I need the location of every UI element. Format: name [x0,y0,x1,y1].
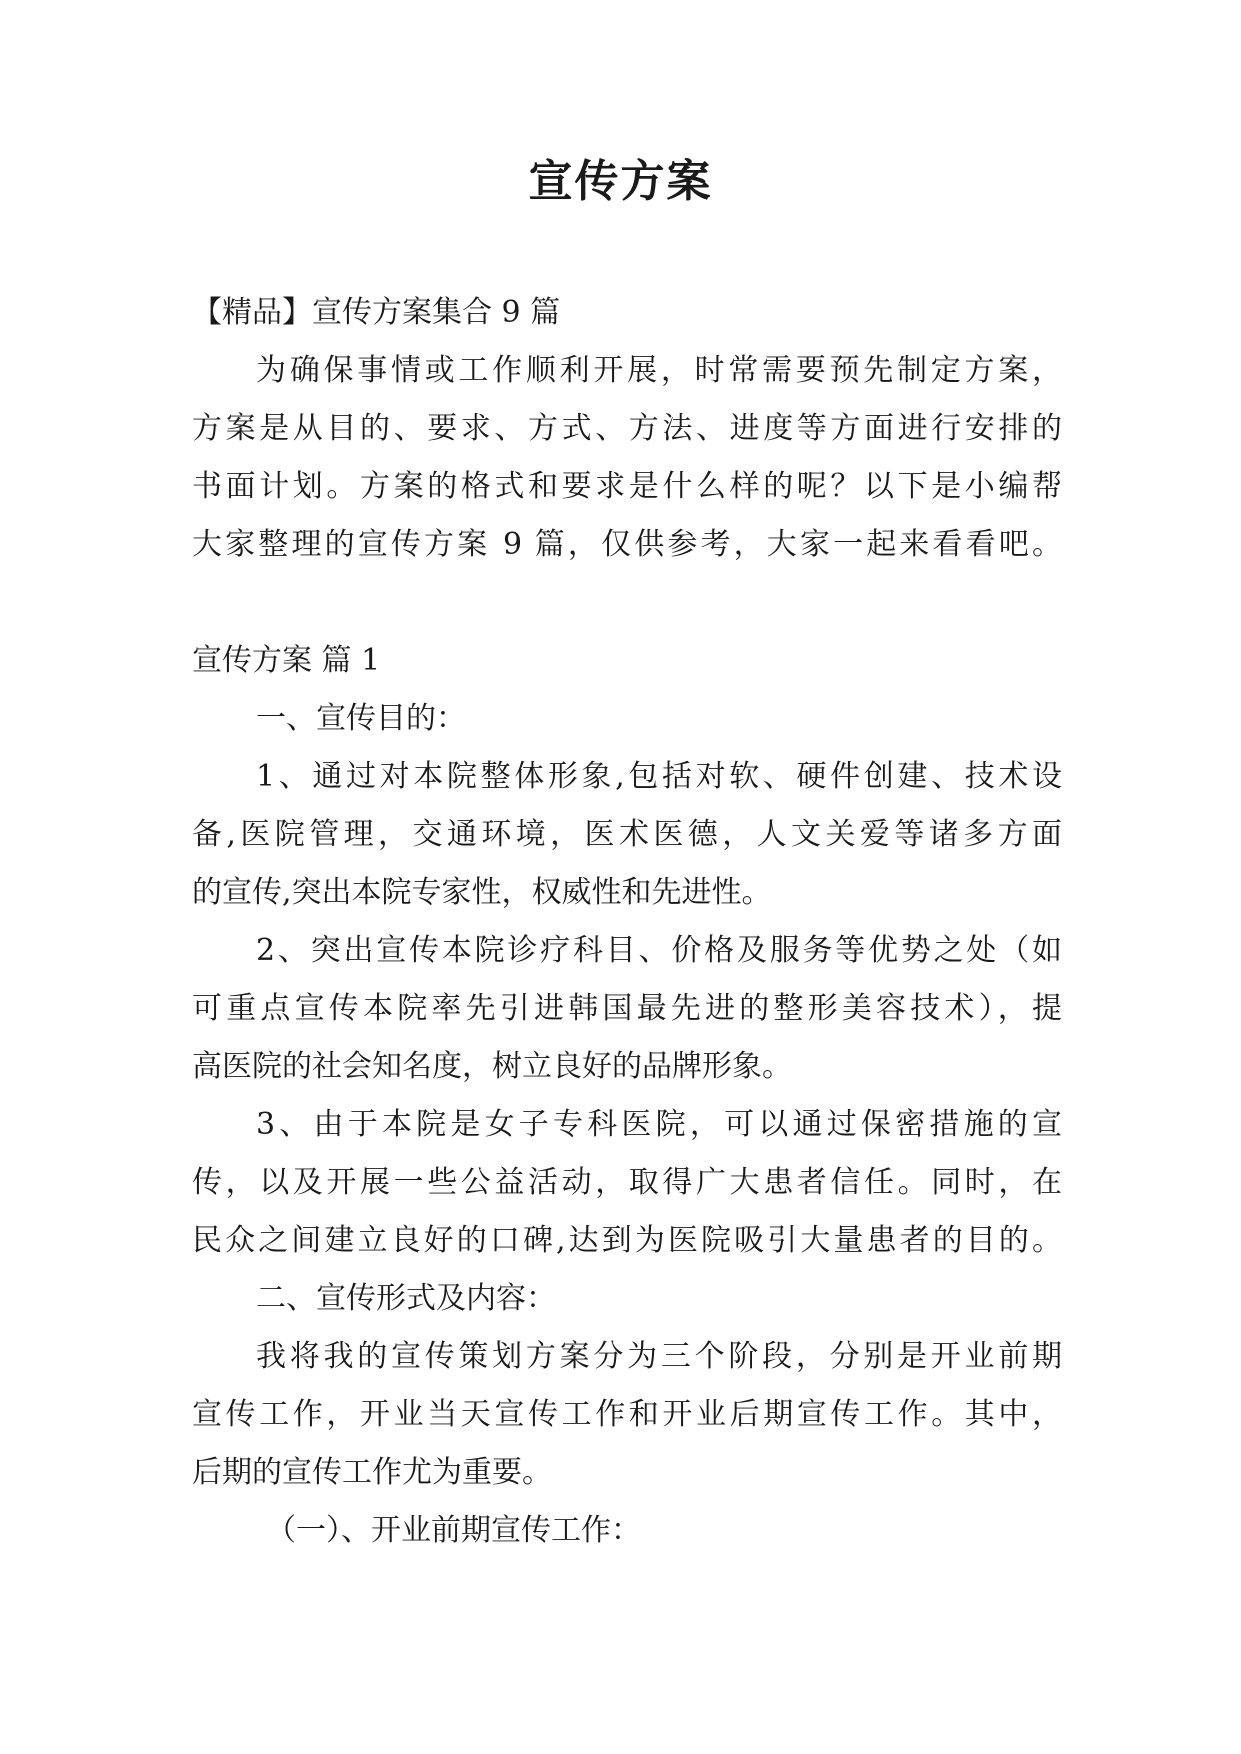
item-2-line: 可重点宣传本院率先引进韩国最先进的整形美容技术），提 [192,991,1062,1026]
heading-purpose: 一、宣传目的： [256,701,466,736]
item-3-line: 3、由于本院是女子专科医院，可以通过保密措施的宣 [256,1107,1062,1142]
intro-line: 大家整理的宣传方案 9 篇，仅供参考，大家一起来看看吧。 [192,527,1062,562]
document-title: 宣传方案 [528,156,713,207]
item-1-line: 的宣传,突出本院专家性，权威性和先进性。 [192,875,772,910]
item-2-line: 高医院的社会知名度，树立良好的品牌形象。 [192,1049,792,1084]
section-heading: 宣传方案 篇 1 [192,643,381,678]
paragraph-line: 我将我的宣传策划方案分为三个阶段，分别是开业前期 [256,1339,1062,1374]
item-1-line: 备,医院管理，交通环境，医术医德，人文关爱等诸多方面 [192,817,1062,852]
paragraph-line: 后期的宣传工作尤为重要。 [192,1455,552,1490]
heading-pre-opening: （一）、开业前期宣传工作： [266,1513,641,1548]
heading-form-content: 二、宣传形式及内容： [256,1281,556,1316]
paragraph-line: 宣传工作，开业当天宣传工作和开业后期宣传工作。其中， [192,1397,1062,1432]
item-2-line: 2、突出宣传本院诊疗科目、价格及服务等优势之处（如 [256,933,1062,968]
item-1-line: 1、通过对本院整体形象,包括对软、硬件创建、技术设 [256,759,1062,794]
spacer [192,574,1062,632]
intro-line: 为确保事情或工作顺利开展，时常需要预先制定方案， [256,353,1062,388]
item-3-line: 传，以及开展一些公益活动，取得广大患者信任。同时，在 [192,1165,1062,1200]
intro-line: 方案是从目的、要求、方式、方法、进度等方面进行安排的 [192,411,1062,446]
intro-line: 书面计划。方案的格式和要求是什么样的呢？以下是小编帮 [192,469,1062,504]
document-body [192,284,1062,1560]
document-subtitle: 【精品】宣传方案集合 9 篇 [192,295,561,330]
item-3-line: 民众之间建立良好的口碑,达到为医院吸引大量患者的目的。 [192,1223,1062,1258]
